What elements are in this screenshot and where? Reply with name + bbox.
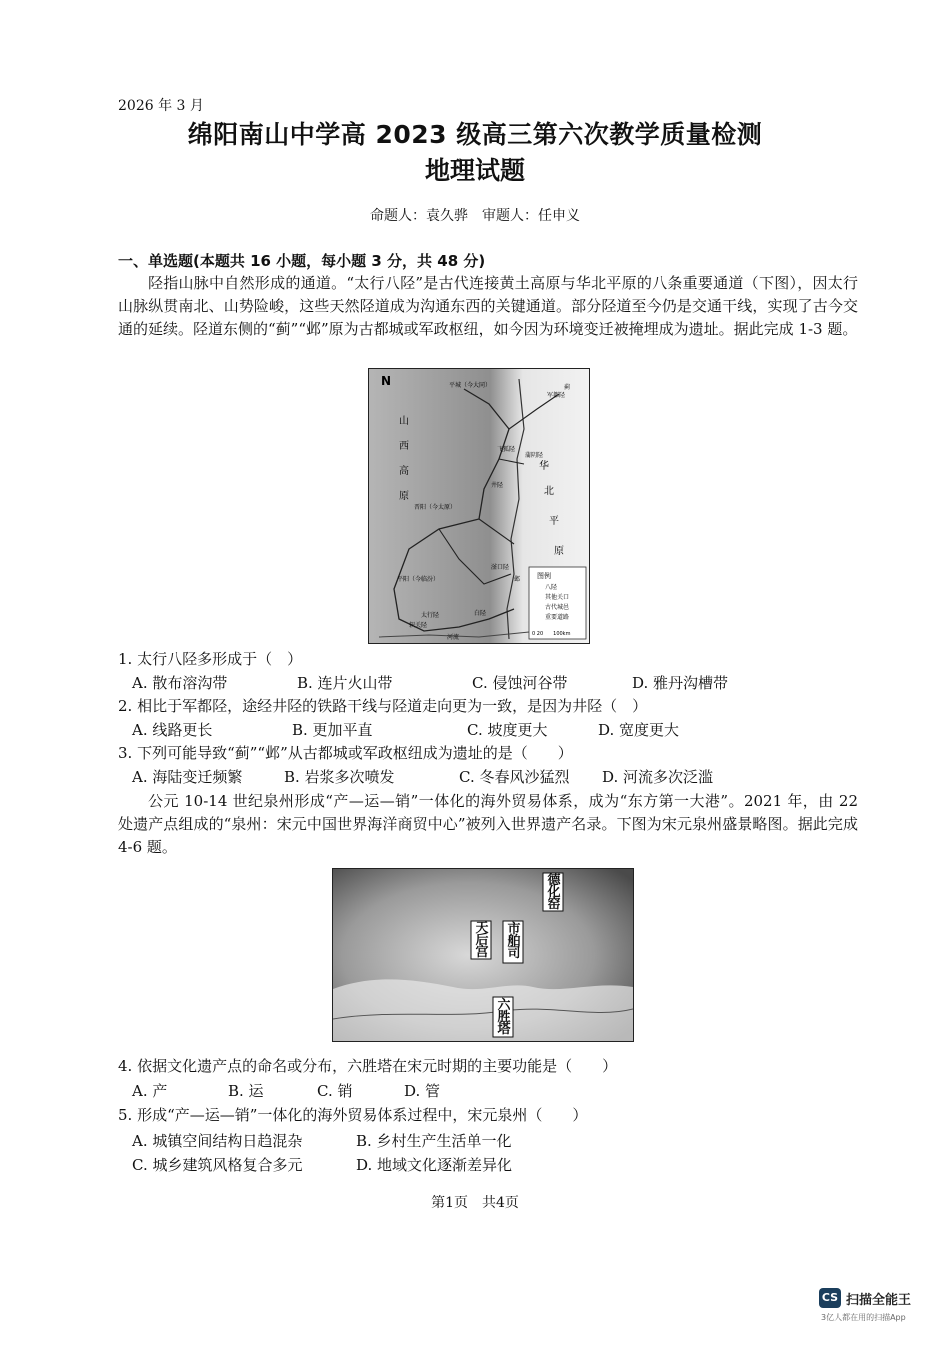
label-tianhou: 天后宫	[475, 921, 489, 960]
q1-option-c: C. 侵蚀河谷带	[472, 674, 568, 692]
q3-option-c: C. 冬春风沙猛烈	[459, 768, 570, 786]
q4-option-a: A. 产	[132, 1082, 168, 1100]
taihang-map	[368, 368, 590, 644]
label-liusheng: 六胜塔	[497, 998, 511, 1037]
label-dehua: 德化窑	[547, 873, 561, 912]
q2-option-d: D. 宽度更大	[598, 721, 680, 739]
legend-item-2: 其他关口	[545, 594, 570, 601]
label-huabei-2: 北	[544, 486, 554, 497]
label-jinyang: 晋阳（今太原）	[414, 504, 457, 511]
label-huabei-1: 华	[539, 461, 549, 472]
q1-option-d: D. 雅丹沟槽带	[632, 674, 729, 692]
legend-item-4: 重要道路	[545, 614, 570, 621]
exam-date: 2026 年 3 月	[118, 98, 204, 114]
label-shanxi-1: 山	[399, 416, 409, 427]
label-puyin: 蒲阴陉	[525, 452, 544, 459]
exam-subtitle: 地理试题	[424, 156, 525, 185]
q1-option-b: B. 连片火山带	[297, 674, 393, 692]
q2-option-a: A. 线路更长	[132, 721, 213, 739]
question-1: 1. 太行八陉多形成于（ ）	[118, 650, 303, 668]
question-3: 3. 下列可能导致“蓟”“邺”从古都城或军政枢纽成为遗址的是（ ）	[118, 744, 573, 762]
label-taihang: 太行陉	[421, 612, 440, 619]
question-2: 2. 相比于军都陉，途经井陉的铁路干线与陉道走向更为一致，是因为井陉（ ）	[118, 697, 648, 715]
q4-option-c: C. 销	[317, 1082, 353, 1100]
label-huabei-3: 平	[549, 516, 559, 527]
q5-option-b: B. 乡村生产生活单一化	[356, 1132, 512, 1150]
q5-option-d: D. 地域文化逐渐差异化	[356, 1156, 513, 1174]
section-heading: 一、单选题(本题共 16 小题，每小题 3 分，共 48 分)	[118, 252, 486, 270]
q2-option-c: C. 坡度更大	[467, 721, 548, 739]
legend-title: 图例	[537, 572, 551, 580]
label-ye: 邺	[514, 576, 521, 583]
page-number: 第1页 共4页	[431, 1195, 519, 1211]
label-ji: 蓟	[564, 384, 571, 391]
label-fukou: 滏口陉	[491, 564, 510, 571]
cs-logo-icon: CS	[819, 1288, 841, 1308]
north-arrow: N	[381, 374, 392, 388]
taihang-map-svg	[369, 369, 589, 643]
scanner-tagline: 3亿人都在用的扫描App	[821, 1313, 906, 1322]
label-shanxi-4: 原	[399, 491, 409, 502]
label-feihu: 飞狐陉	[497, 446, 516, 453]
exam-title: 绵阳南山中学高 2023 级高三第六次教学质量检测	[187, 120, 763, 149]
label-pingcheng: 平城（今大同）	[449, 382, 492, 389]
label-shanxi-2: 西	[399, 441, 409, 452]
q1-option-a: A. 散布溶沟带	[132, 674, 228, 692]
label-zhiguan: 轵关陉	[409, 622, 428, 629]
passage-taihang: 陉指山脉中自然形成的通道。“太行八陉”是古代连接黄土高原与华北平原的八条重要通道（下图），因太行山脉纵贯南北、山势险峻，这些天然陉道成为沟通东西的关键通道。部分陉道至今仍是交通干线，实现了古今交通的延续。陉道东侧的“蓟”“邺”原为古都城或军政枢纽，如今因为环境变迁被掩埋成为遗址。据此完成 1-3 题。	[118, 274, 858, 338]
q3-option-a: A. 海陆变迁频繁	[132, 768, 243, 786]
label-jing: 井陉	[491, 482, 504, 489]
label-bai: 白陉	[474, 610, 487, 617]
label-huabei-4: 原	[554, 546, 564, 557]
q3-option-b: B. 岩浆多次喷发	[284, 768, 395, 786]
q4-option-d: D. 管	[404, 1082, 441, 1100]
question-4: 4. 依据文化遗产点的命名或分布，六胜塔在宋元时期的主要功能是（ ）	[118, 1057, 618, 1075]
legend-item-3: 古代城邑	[545, 604, 570, 611]
label-shibo: 市舶司	[507, 922, 521, 961]
label-jun: 军都陉	[547, 392, 566, 399]
question-5: 5. 形成“产—运—销”一体化的海外贸易体系过程中，宋元泉州（ ）	[118, 1106, 588, 1124]
q3-option-d: D. 河流多次泛滥	[602, 768, 714, 786]
legend-item-1: 八陉	[545, 584, 558, 591]
label-shanxi-3: 高	[399, 466, 409, 477]
label-pingyang: 平阳（今临汾）	[397, 576, 440, 583]
q2-option-b: B. 更加平直	[292, 721, 373, 739]
exam-authors: 命题人：袁久骅 审题人：任申义	[370, 208, 580, 224]
quanzhou-map	[332, 868, 634, 1042]
passage-quanzhou: 公元 10-14 世纪泉州形成“产—运—销”一体化的海外贸易体系，成为“东方第一大港”。2021 年，由 22 处遗产点组成的“泉州：宋元中国世界海洋商贸中心”被列入世界遗产名录。下图为宋元泉州盛景略图。据此完成 4-6 题。	[118, 792, 858, 856]
q5-option-a: A. 城镇空间结构日趋混杂	[132, 1132, 303, 1150]
map-legend	[529, 567, 586, 639]
q4-option-b: B. 运	[228, 1082, 264, 1100]
label-river: 河流	[447, 634, 460, 641]
legend-scale: 0 20 100km	[532, 631, 571, 637]
scanner-app-name: 扫描全能王	[846, 1293, 912, 1308]
q5-option-c: C. 城乡建筑风格复合多元	[132, 1156, 303, 1174]
